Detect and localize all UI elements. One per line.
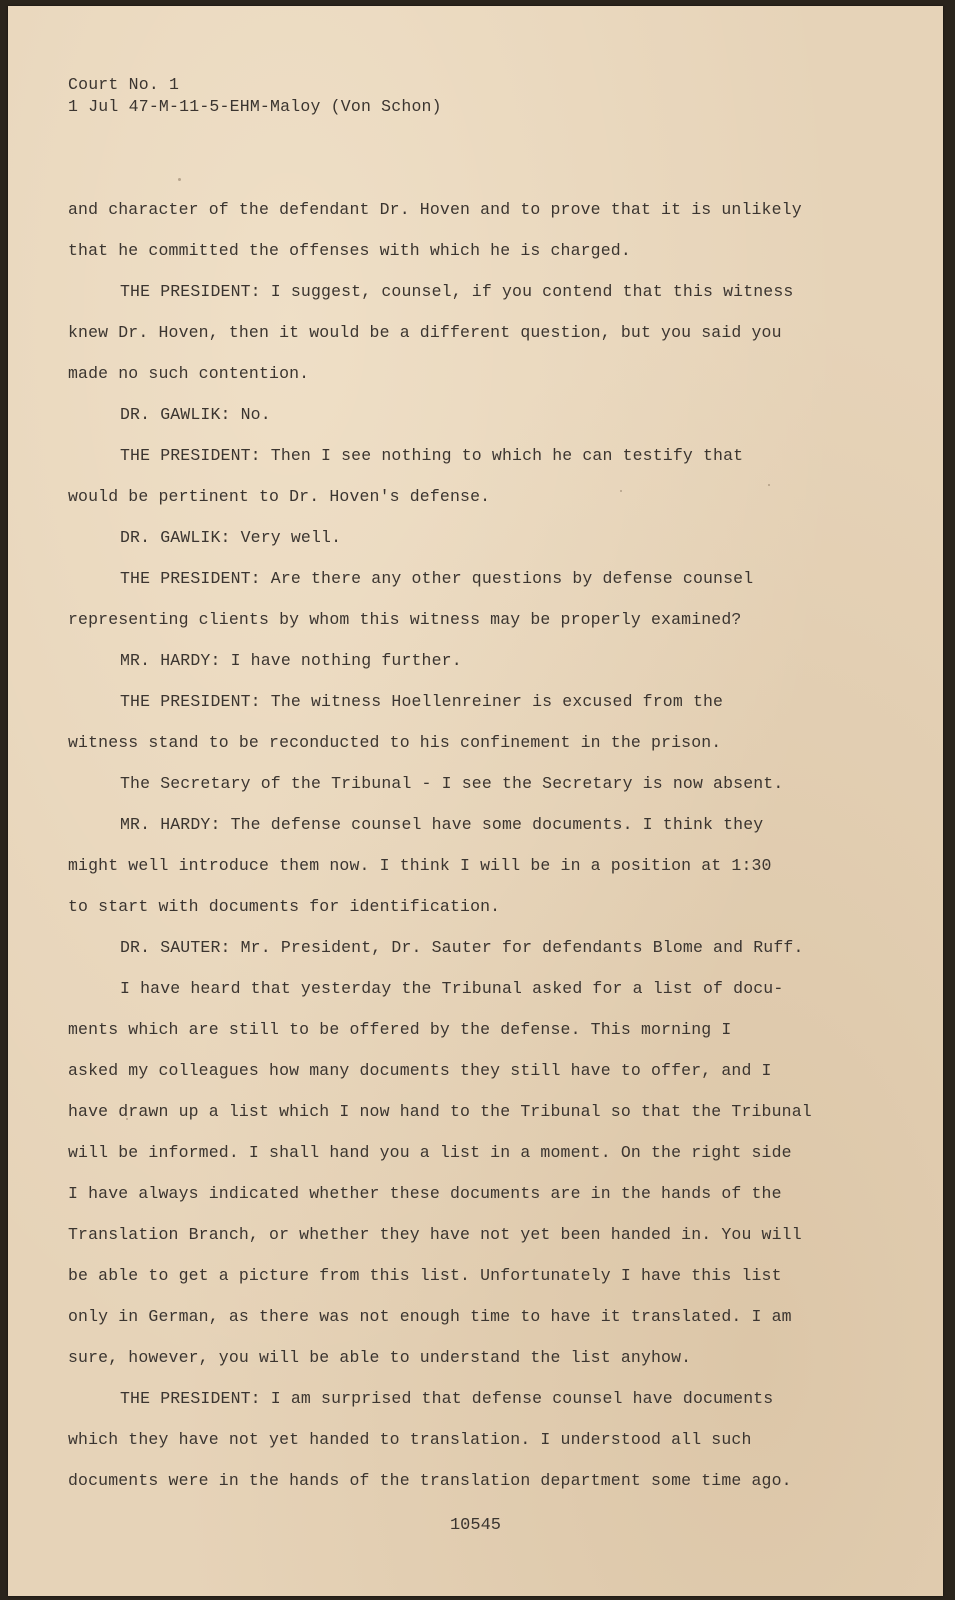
transcript-line: THE PRESIDENT: The witness Hoellenreiner is excused from the <box>120 692 724 711</box>
transcript-line: DR. GAWLIK: No. <box>120 405 271 424</box>
transcript-line: documents were in the hands of the translation department some time ago. <box>68 1471 792 1490</box>
transcript-line: sure, however, you will be able to understand the list anyhow. <box>68 1348 692 1367</box>
transcript-line: knew Dr. Hoven, then it would be a different question, but you said you <box>68 323 782 342</box>
transcript-line: be able to get a picture from this list. Unfortunately I have this list <box>68 1266 782 1285</box>
session-reference: 1 Jul 47-M-11-5-EHM-Maloy (Von Schon) <box>68 97 442 116</box>
document-page <box>8 6 943 1596</box>
transcript-line: would be pertinent to Dr. Hoven's defense. <box>68 487 491 506</box>
transcript-line: to start with documents for identification. <box>68 897 501 916</box>
transcript-line: asked my colleagues how many documents they still have to offer, and I <box>68 1061 772 1080</box>
court-number: Court No. 1 <box>68 75 180 94</box>
transcript-line: ments which are still to be offered by the defense. This morning I <box>68 1020 732 1039</box>
transcript-line: THE PRESIDENT: Then I see nothing to which he can testify that <box>120 446 744 465</box>
transcript-line: I have always indicated whether these documents are in the hands of the <box>68 1184 782 1203</box>
page-number: 10545 <box>449 1516 501 1535</box>
transcript-line: will be informed. I shall hand you a list in a moment. On the right side <box>68 1143 792 1162</box>
transcript-line: made no such contention. <box>68 364 310 383</box>
paper-speck <box>620 490 622 492</box>
transcript-line: only in German, as there was not enough time to have it translated. I am <box>68 1307 792 1326</box>
transcript-line: have drawn up a list which I now hand to the Tribunal so that the Tribunal <box>68 1102 812 1121</box>
transcript-line: THE PRESIDENT: I suggest, counsel, if you contend that this witness <box>120 282 794 301</box>
transcript-line: representing clients by whom this witness may be properly examined? <box>68 610 742 629</box>
transcript-line: The Secretary of the Tribunal - I see the Secretary is now absent. <box>120 774 784 793</box>
transcript-line: Translation Branch, or whether they have not yet been handed in. You will <box>68 1225 802 1244</box>
transcript-line: MR. HARDY: The defense counsel have some documents. I think they <box>120 815 764 834</box>
transcript-line: THE PRESIDENT: Are there any other questions by defense counsel <box>120 569 754 588</box>
paper-speck <box>126 1118 128 1120</box>
transcript-line: and character of the defendant Dr. Hoven and to prove that it is unlikely <box>68 200 802 219</box>
document-header <box>68 74 442 118</box>
transcript-line: I have heard that yesterday the Tribunal asked for a list of docu- <box>120 979 784 998</box>
transcript-line: might well introduce them now. I think I will be in a position at 1:30 <box>68 856 772 875</box>
transcript-line: which they have not yet handed to translation. I understood all such <box>68 1430 752 1449</box>
transcript-body <box>68 189 828 1501</box>
transcript-line: THE PRESIDENT: I am surprised that defense counsel have documents <box>120 1389 774 1408</box>
transcript-line: DR. GAWLIK: Very well. <box>120 528 342 547</box>
paper-speck <box>178 178 181 181</box>
paper-speck <box>768 484 770 486</box>
transcript-line: MR. HARDY: I have nothing further. <box>120 651 462 670</box>
transcript-line: witness stand to be reconducted to his confinement in the prison. <box>68 733 722 752</box>
transcript-line: that he committed the offenses with which he is charged. <box>68 241 631 260</box>
transcript-line: DR. SAUTER: Mr. President, Dr. Sauter for defendants Blome and Ruff. <box>120 938 804 957</box>
